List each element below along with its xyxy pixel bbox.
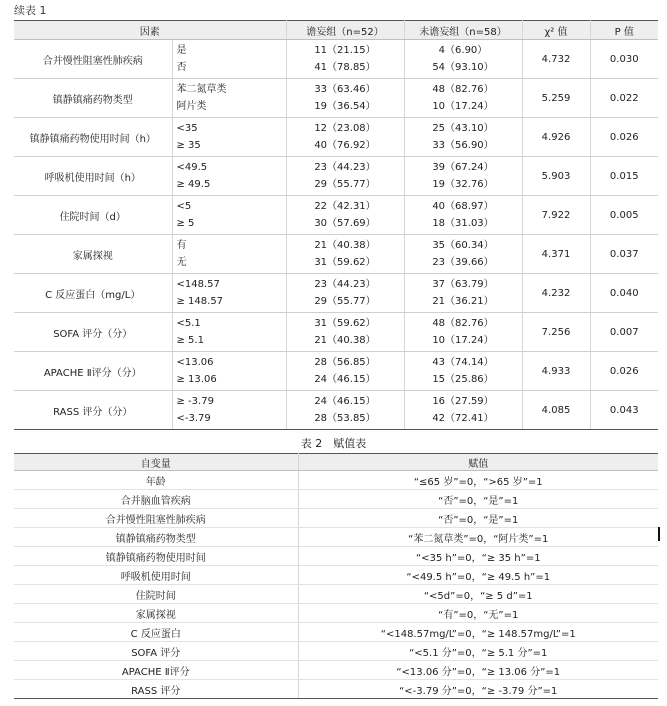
- text-cursor: [658, 527, 660, 541]
- table-row: [14, 196, 658, 235]
- delirium-value-1: 23（44.23）: [314, 162, 376, 173]
- table-row: [14, 642, 658, 661]
- assignment-value: “<13.06 分”=0，“≥ 13.06 分”=1: [298, 661, 658, 680]
- no-delirium-values: [404, 352, 522, 391]
- variable-name: 镇静镇痛药物类型: [14, 528, 298, 547]
- factor-levels: [172, 235, 286, 274]
- no-delirium-value-1: 40（68.97）: [432, 201, 494, 212]
- chi2-value: 4.232: [522, 274, 590, 313]
- level-2: ≥ 5: [176, 218, 195, 229]
- no-delirium-value-2: 18（31.03）: [432, 218, 494, 229]
- table1-header-row: [14, 21, 658, 40]
- no-delirium-value-1: 16（27.59）: [432, 396, 494, 407]
- level-2: ≥ 35: [176, 140, 201, 151]
- p-value: 0.043: [590, 391, 658, 430]
- factor-name: C 反应蛋白（mg/L）: [14, 274, 172, 313]
- variable-name: 合并脑血管疾病: [14, 490, 298, 509]
- level-2: ≥ 148.57: [176, 296, 224, 307]
- level-1: 苯二氮草类: [176, 84, 227, 95]
- delirium-values: [286, 274, 404, 313]
- assignment-value: “<-3.79 分”=0，“≥ -3.79 分”=1: [298, 680, 658, 699]
- delirium-values: [286, 313, 404, 352]
- no-delirium-values: [404, 196, 522, 235]
- factor-levels: [172, 118, 286, 157]
- delirium-value-1: 22（42.31）: [314, 201, 376, 212]
- p-value: 0.030: [590, 40, 658, 79]
- variable-name: APACHE Ⅱ评分: [14, 661, 298, 680]
- table-row: [14, 528, 658, 547]
- assignment-value: “苯二氮草类”=0，“阿片类”=1: [298, 528, 658, 547]
- table-row: [14, 391, 658, 430]
- table-row: [14, 471, 658, 490]
- factor-levels: [172, 79, 286, 118]
- p-value: 0.037: [590, 235, 658, 274]
- no-delirium-value-2: 10（17.24）: [432, 101, 494, 112]
- table-row: [14, 313, 658, 352]
- table-row: [14, 547, 658, 566]
- level-1: 有: [176, 240, 187, 251]
- p-value: 0.007: [590, 313, 658, 352]
- delirium-value-1: 23（44.23）: [314, 279, 376, 290]
- no-delirium-value-2: 21（36.21）: [432, 296, 494, 307]
- delirium-value-1: 33（63.46）: [314, 84, 376, 95]
- table-row: [14, 40, 658, 79]
- no-delirium-value-2: 33（56.90）: [432, 140, 494, 151]
- no-delirium-value-2: 42（72.41）: [432, 413, 494, 424]
- chi2-value: 5.903: [522, 157, 590, 196]
- p-value: 0.026: [590, 118, 658, 157]
- delirium-values: [286, 40, 404, 79]
- no-delirium-values: [404, 157, 522, 196]
- table-row: [14, 79, 658, 118]
- level-1: 是: [176, 45, 187, 56]
- factor-name: SOFA 评分（分）: [14, 313, 172, 352]
- level-2: 无: [176, 257, 187, 268]
- delirium-values: [286, 391, 404, 430]
- variable-name: 家属探视: [14, 604, 298, 623]
- chi2-value: 4.371: [522, 235, 590, 274]
- variable-name: RASS 评分: [14, 680, 298, 699]
- level-1: <35: [176, 123, 198, 134]
- delirium-value-2: 41（78.85）: [314, 62, 376, 73]
- delirium-value-2: 28（53.85）: [314, 413, 376, 424]
- assignment-value: “否”=0，“是”=1: [298, 490, 658, 509]
- no-delirium-value-2: 15（25.86）: [432, 374, 494, 385]
- delirium-value-1: 21（40.38）: [314, 240, 376, 251]
- factor-name: 住院时间（d）: [14, 196, 172, 235]
- no-delirium-value-2: 54（93.10）: [432, 62, 494, 73]
- level-1: <148.57: [176, 279, 220, 290]
- delirium-value-2: 29（55.77）: [314, 179, 376, 190]
- no-delirium-values: [404, 391, 522, 430]
- table-row: [14, 235, 658, 274]
- variable-name: 合并慢性阻塞性肺疾病: [14, 509, 298, 528]
- no-delirium-value-1: 48（82.76）: [432, 84, 494, 95]
- level-1: <5.1: [176, 318, 201, 329]
- factor-levels: [172, 352, 286, 391]
- table-row: [14, 509, 658, 528]
- header-assignment: 赋值: [298, 454, 658, 471]
- no-delirium-values: [404, 313, 522, 352]
- assignment-value: “<35 h”=0，“≥ 35 h”=1: [298, 547, 658, 566]
- factor-levels: [172, 391, 286, 430]
- assignment-table: [14, 453, 658, 699]
- assignment-value: “有”=0，“无”=1: [298, 604, 658, 623]
- level-1: <5: [176, 201, 192, 212]
- level-1: <49.5: [176, 162, 208, 173]
- variable-name: SOFA 评分: [14, 642, 298, 661]
- factor-comparison-table: [14, 20, 658, 430]
- chi2-value: 7.922: [522, 196, 590, 235]
- no-delirium-value-1: 48（82.76）: [432, 318, 494, 329]
- delirium-value-2: 19（36.54）: [314, 101, 376, 112]
- chi2-value: 7.256: [522, 313, 590, 352]
- no-delirium-value-2: 10（17.24）: [432, 335, 494, 346]
- factor-name: 呼吸机使用时间（h）: [14, 157, 172, 196]
- delirium-values: [286, 235, 404, 274]
- no-delirium-value-1: 4（6.90）: [438, 45, 488, 56]
- delirium-values: [286, 157, 404, 196]
- no-delirium-values: [404, 118, 522, 157]
- no-delirium-value-1: 37（63.79）: [432, 279, 494, 290]
- level-1: <13.06: [176, 357, 214, 368]
- variable-name: 住院时间: [14, 585, 298, 604]
- table2-header-row: [14, 454, 658, 471]
- table-row: [14, 585, 658, 604]
- level-2: ≥ 49.5: [176, 179, 211, 190]
- p-value: 0.015: [590, 157, 658, 196]
- factor-name: 镇静镇痛药物使用时间（h）: [14, 118, 172, 157]
- table-row: [14, 661, 658, 680]
- level-1: ≥ -3.79: [176, 396, 214, 407]
- chi2-value: 4.933: [522, 352, 590, 391]
- variable-name: 年龄: [14, 471, 298, 490]
- table-row: [14, 680, 658, 699]
- no-delirium-value-1: 35（60.34）: [432, 240, 494, 251]
- delirium-value-1: 12（23.08）: [314, 123, 376, 134]
- table-row: [14, 490, 658, 509]
- variable-name: 呼吸机使用时间: [14, 566, 298, 585]
- no-delirium-value-2: 23（39.66）: [432, 257, 494, 268]
- delirium-value-2: 21（40.38）: [314, 335, 376, 346]
- assignment-value: “<5d”=0，“≥ 5 d”=1: [298, 585, 658, 604]
- header-chi2: χ² 值: [522, 21, 590, 40]
- table-row: [14, 274, 658, 313]
- assignment-value: “<148.57mg/L”=0，“≥ 148.57mg/L”=1: [298, 623, 658, 642]
- factor-name: APACHE Ⅱ评分（分）: [14, 352, 172, 391]
- p-value: 0.005: [590, 196, 658, 235]
- table-row: [14, 604, 658, 623]
- header-p-value: P 值: [590, 21, 658, 40]
- no-delirium-value-2: 19（32.76）: [432, 179, 494, 190]
- table-row: [14, 118, 658, 157]
- delirium-value-2: 30（57.69）: [314, 218, 376, 229]
- table2-caption: 表 2 赋值表: [300, 437, 367, 450]
- header-delirium-group: 谵妄组（n=52）: [286, 21, 404, 40]
- delirium-value-2: 40（76.92）: [314, 140, 376, 151]
- chi2-value: 4.926: [522, 118, 590, 157]
- delirium-values: [286, 352, 404, 391]
- assignment-value: “否”=0，“是”=1: [298, 509, 658, 528]
- header-no-delirium-group: 未谵妄组（n=58）: [404, 21, 522, 40]
- delirium-value-2: 29（55.77）: [314, 296, 376, 307]
- variable-name: C 反应蛋白: [14, 623, 298, 642]
- factor-name: 合并慢性阻塞性肺疾病: [14, 40, 172, 79]
- factor-levels: [172, 274, 286, 313]
- delirium-value-2: 31（59.62）: [314, 257, 376, 268]
- no-delirium-values: [404, 40, 522, 79]
- variable-name: 镇静镇痛药物使用时间: [14, 547, 298, 566]
- no-delirium-value-1: 25（43.10）: [432, 123, 494, 134]
- factor-levels: [172, 40, 286, 79]
- chi2-value: 4.732: [522, 40, 590, 79]
- delirium-values: [286, 118, 404, 157]
- no-delirium-values: [404, 79, 522, 118]
- factor-name: 镇静镇痛药物类型: [14, 79, 172, 118]
- delirium-value-1: 11（21.15）: [314, 45, 376, 56]
- level-2: ≥ 5.1: [176, 335, 204, 346]
- table-row: [14, 623, 658, 642]
- level-2: 否: [176, 62, 187, 73]
- chi2-value: 4.085: [522, 391, 590, 430]
- level-2: 阿片类: [176, 101, 207, 112]
- delirium-values: [286, 79, 404, 118]
- p-value: 0.040: [590, 274, 658, 313]
- table-row: [14, 157, 658, 196]
- no-delirium-values: [404, 235, 522, 274]
- no-delirium-value-1: 43（74.14）: [432, 357, 494, 368]
- delirium-value-1: 24（46.15）: [314, 396, 376, 407]
- p-value: 0.022: [590, 79, 658, 118]
- assignment-value: “<5.1 分”=0，“≥ 5.1 分”=1: [298, 642, 658, 661]
- p-value: 0.026: [590, 352, 658, 391]
- factor-name: 家属探视: [14, 235, 172, 274]
- header-variable: 自变量: [14, 454, 298, 471]
- delirium-values: [286, 196, 404, 235]
- delirium-value-1: 28（56.85）: [314, 357, 376, 368]
- level-2: ≥ 13.06: [176, 374, 217, 385]
- factor-levels: [172, 313, 286, 352]
- delirium-value-1: 31（59.62）: [314, 318, 376, 329]
- delirium-value-2: 24（46.15）: [314, 374, 376, 385]
- assignment-value: “<49.5 h”=0，“≥ 49.5 h”=1: [298, 566, 658, 585]
- chi2-value: 5.259: [522, 79, 590, 118]
- assignment-value: “≤65 岁”=0，“>65 岁”=1: [298, 471, 658, 490]
- factor-levels: [172, 196, 286, 235]
- level-2: <-3.79: [176, 413, 211, 424]
- table-row: [14, 352, 658, 391]
- no-delirium-value-1: 39（67.24）: [432, 162, 494, 173]
- table-row: [14, 566, 658, 585]
- header-factor: 因素: [14, 21, 286, 40]
- factor-levels: [172, 157, 286, 196]
- factor-name: RASS 评分（分）: [14, 391, 172, 430]
- no-delirium-values: [404, 274, 522, 313]
- table1-caption: 续表 1: [14, 4, 47, 17]
